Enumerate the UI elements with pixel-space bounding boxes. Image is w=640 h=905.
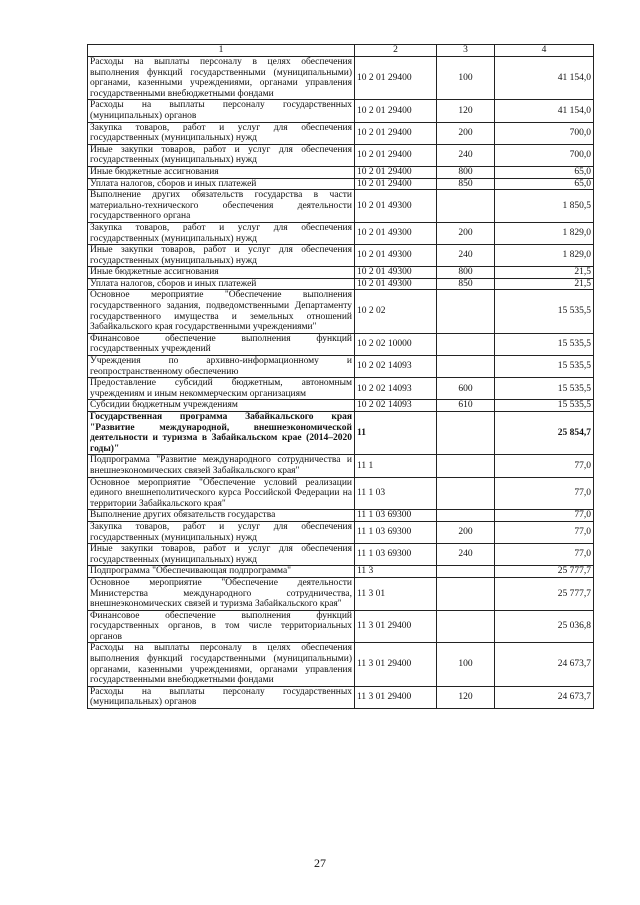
row-sum-cell: 1 829,0: [495, 222, 594, 244]
row-name-cell: Уплата налогов, сборов и иных платежей: [88, 178, 355, 190]
table-row: [88, 400, 594, 412]
table-row: [88, 610, 594, 643]
row-name-cell: Расходы на выплаты персоналу в целях обеспечения выполнения функций государственными (муниципальными) органами, казенными учреждениями, органами управления государственными внебюджетными фондами: [88, 57, 355, 100]
row-code-cell: 10 2 01 49300: [355, 278, 437, 290]
row-code-cell: 10 2 01 49300: [355, 245, 437, 267]
row-sum-cell: 1 829,0: [495, 245, 594, 267]
row-code-cell: 10 2 02: [355, 290, 437, 333]
row-sum-cell: 65,0: [495, 166, 594, 178]
row-sum-cell: 77,0: [495, 521, 594, 543]
row-name-cell: Закупка товаров, работ и услуг для обеспечения государственных (муниципальных) нужд: [88, 521, 355, 543]
row-name-cell: Расходы на выплаты персоналу государственных (муниципальных) органов: [88, 686, 355, 708]
row-name-cell: Закупка товаров, работ и услуг для обеспечения государственных (муниципальных) нужд: [88, 122, 355, 144]
row-name-cell: Подпрограмма "Обеспечивающая подпрограмма": [88, 566, 355, 578]
row-type-cell: [437, 566, 495, 578]
row-type-cell: 240: [437, 245, 495, 267]
row-sum-cell: 25 036,8: [495, 610, 594, 643]
table-row: [88, 378, 594, 400]
table-body: [88, 57, 594, 709]
table-row: [88, 144, 594, 166]
column-header-3: 3: [437, 45, 495, 57]
row-type-cell: 800: [437, 166, 495, 178]
table-row: [88, 100, 594, 122]
row-name-cell: Финансовое обеспечение выполнения функций государственных органов, в том числе территориальных органов: [88, 610, 355, 643]
row-name-cell: Учреждения по архивно-информационному и геопространственному обеспечению: [88, 356, 355, 378]
row-type-cell: 240: [437, 144, 495, 166]
row-name-cell: Подпрограмма "Развитие международного сотрудничества и внешнеэкономических связей Забайкальского края": [88, 455, 355, 477]
row-type-cell: 850: [437, 278, 495, 290]
row-type-cell: 120: [437, 100, 495, 122]
row-code-cell: 10 2 01 29400: [355, 122, 437, 144]
row-code-cell: 10 2 01 29400: [355, 57, 437, 100]
column-header-1: 1: [88, 45, 355, 57]
row-name-cell: Иные закупки товаров, работ и услуг для обеспечения государственных (муниципальных) нужд: [88, 245, 355, 267]
table-row: [88, 577, 594, 610]
row-code-cell: 11 1 03: [355, 477, 437, 510]
table-row: [88, 566, 594, 578]
row-code-cell: 10 2 01 29400: [355, 166, 437, 178]
row-code-cell: 11 3: [355, 566, 437, 578]
row-type-cell: 850: [437, 178, 495, 190]
row-name-cell: Предоставление субсидий бюджетным, автономным учреждениям и иным некоммерческим организациям: [88, 378, 355, 400]
row-name-cell: Иные бюджетные ассигнования: [88, 267, 355, 279]
row-name-cell: Государственная программа Забайкальского края "Развитие международной, внешнеэкономической деятельности и туризма в Забайкальском крае (2014–2020 годы)": [88, 412, 355, 455]
table-row: [88, 333, 594, 355]
row-code-cell: 10 2 01 29400: [355, 178, 437, 190]
row-type-cell: [437, 190, 495, 223]
table-row: [88, 122, 594, 144]
row-type-cell: 200: [437, 122, 495, 144]
row-type-cell: [437, 610, 495, 643]
row-type-cell: [437, 290, 495, 333]
row-sum-cell: 15 535,5: [495, 290, 594, 333]
row-name-cell: Иные закупки товаров, работ и услуг для обеспечения государственных (муниципальных) нужд: [88, 144, 355, 166]
row-type-cell: [437, 333, 495, 355]
row-name-cell: Иные закупки товаров, работ и услуг для обеспечения государственных (муниципальных) нужд: [88, 544, 355, 566]
row-code-cell: 11 1 03 69300: [355, 544, 437, 566]
row-name-cell: Выполнение других обязательств государства в части материально-технического обеспечения деятельности государственного органа: [88, 190, 355, 223]
row-code-cell: 11 3 01 29400: [355, 610, 437, 643]
row-code-cell: 11 3 01 29400: [355, 686, 437, 708]
row-name-cell: Расходы на выплаты персоналу в целях обеспечения выполнения функций государственными (муниципальными) органами, казенными учреждениями, органами управления государственными внебюджетными фондами: [88, 643, 355, 686]
table-row: [88, 267, 594, 279]
table-row: [88, 455, 594, 477]
row-code-cell: 11 1 03 69300: [355, 521, 437, 543]
row-type-cell: 100: [437, 643, 495, 686]
table-row: [88, 190, 594, 223]
row-name-cell: Основное мероприятие "Обеспечение выполнения государственного задания, подведомственными Департаменту государственного имущества и земельных отношений Забайкальского края государственными учреждениями": [88, 290, 355, 333]
table-row: [88, 643, 594, 686]
row-sum-cell: 15 535,5: [495, 400, 594, 412]
row-code-cell: 10 2 02 14093: [355, 400, 437, 412]
table-row: [88, 521, 594, 543]
row-code-cell: 10 2 02 14093: [355, 378, 437, 400]
table-header-row: [88, 45, 594, 57]
row-sum-cell: 24 673,7: [495, 643, 594, 686]
row-sum-cell: 25 777,7: [495, 566, 594, 578]
row-sum-cell: 25 777,7: [495, 577, 594, 610]
row-code-cell: 10 2 02 10000: [355, 333, 437, 355]
table-row: [88, 57, 594, 100]
row-sum-cell: 77,0: [495, 477, 594, 510]
column-header-2: 2: [355, 45, 437, 57]
table-row: [88, 510, 594, 522]
row-type-cell: [437, 356, 495, 378]
row-code-cell: 10 2 01 49300: [355, 190, 437, 223]
row-sum-cell: 700,0: [495, 144, 594, 166]
row-type-cell: 200: [437, 222, 495, 244]
row-code-cell: 10 2 01 49300: [355, 267, 437, 279]
budget-table: [87, 44, 594, 709]
row-sum-cell: 41 154,0: [495, 57, 594, 100]
row-sum-cell: 77,0: [495, 544, 594, 566]
table-row: [88, 166, 594, 178]
row-sum-cell: 1 850,5: [495, 190, 594, 223]
row-type-cell: [437, 455, 495, 477]
row-sum-cell: 21,5: [495, 267, 594, 279]
table-row: [88, 278, 594, 290]
row-code-cell: 10 2 01 29400: [355, 100, 437, 122]
row-type-cell: [437, 477, 495, 510]
table-row: [88, 686, 594, 708]
row-sum-cell: 24 673,7: [495, 686, 594, 708]
row-code-cell: 11 1: [355, 455, 437, 477]
row-name-cell: Основное мероприятие "Обеспечение деятельности Министерства международного сотрудничества, внешнеэкономических связей и туризма Забайкальского края": [88, 577, 355, 610]
row-code-cell: 11 3 01 29400: [355, 643, 437, 686]
table-row: [88, 178, 594, 190]
row-sum-cell: 15 535,5: [495, 356, 594, 378]
table-row: [88, 544, 594, 566]
row-name-cell: Выполнение других обязательств государства: [88, 510, 355, 522]
row-code-cell: 11: [355, 412, 437, 455]
row-code-cell: 11 3 01: [355, 577, 437, 610]
row-sum-cell: 15 535,5: [495, 333, 594, 355]
row-code-cell: 10 2 01 49300: [355, 222, 437, 244]
row-code-cell: 11 1 03 69300: [355, 510, 437, 522]
row-sum-cell: 21,5: [495, 278, 594, 290]
row-name-cell: Расходы на выплаты персоналу государственных (муниципальных) органов: [88, 100, 355, 122]
table-row: [88, 477, 594, 510]
row-type-cell: 200: [437, 521, 495, 543]
row-name-cell: Субсидии бюджетным учреждениям: [88, 400, 355, 412]
row-sum-cell: 77,0: [495, 455, 594, 477]
table-row: [88, 245, 594, 267]
row-type-cell: 100: [437, 57, 495, 100]
row-sum-cell: 15 535,5: [495, 378, 594, 400]
table-row: [88, 412, 594, 455]
row-name-cell: Закупка товаров, работ и услуг для обеспечения государственных (муниципальных) нужд: [88, 222, 355, 244]
row-type-cell: 800: [437, 267, 495, 279]
row-code-cell: 10 2 02 14093: [355, 356, 437, 378]
row-sum-cell: 25 854,7: [495, 412, 594, 455]
page-number: 27: [314, 856, 326, 870]
row-type-cell: 240: [437, 544, 495, 566]
document-page: [87, 44, 593, 709]
table-row: [88, 356, 594, 378]
row-name-cell: Иные бюджетные ассигнования: [88, 166, 355, 178]
table-row: [88, 222, 594, 244]
row-type-cell: 600: [437, 378, 495, 400]
row-type-cell: [437, 412, 495, 455]
row-type-cell: 120: [437, 686, 495, 708]
row-type-cell: [437, 510, 495, 522]
column-header-4: 4: [495, 45, 594, 57]
row-sum-cell: 41 154,0: [495, 100, 594, 122]
row-name-cell: Основное мероприятие "Обеспечение условий реализации единого внешнеполитического курса Российской Федерации на территории Забайкальского края": [88, 477, 355, 510]
row-sum-cell: 77,0: [495, 510, 594, 522]
row-name-cell: Уплата налогов, сборов и иных платежей: [88, 278, 355, 290]
row-sum-cell: 65,0: [495, 178, 594, 190]
table-row: [88, 290, 594, 333]
row-code-cell: 10 2 01 29400: [355, 144, 437, 166]
row-sum-cell: 700,0: [495, 122, 594, 144]
row-type-cell: 610: [437, 400, 495, 412]
row-name-cell: Финансовое обеспечение выполнения функций государственных учреждений: [88, 333, 355, 355]
row-type-cell: [437, 577, 495, 610]
